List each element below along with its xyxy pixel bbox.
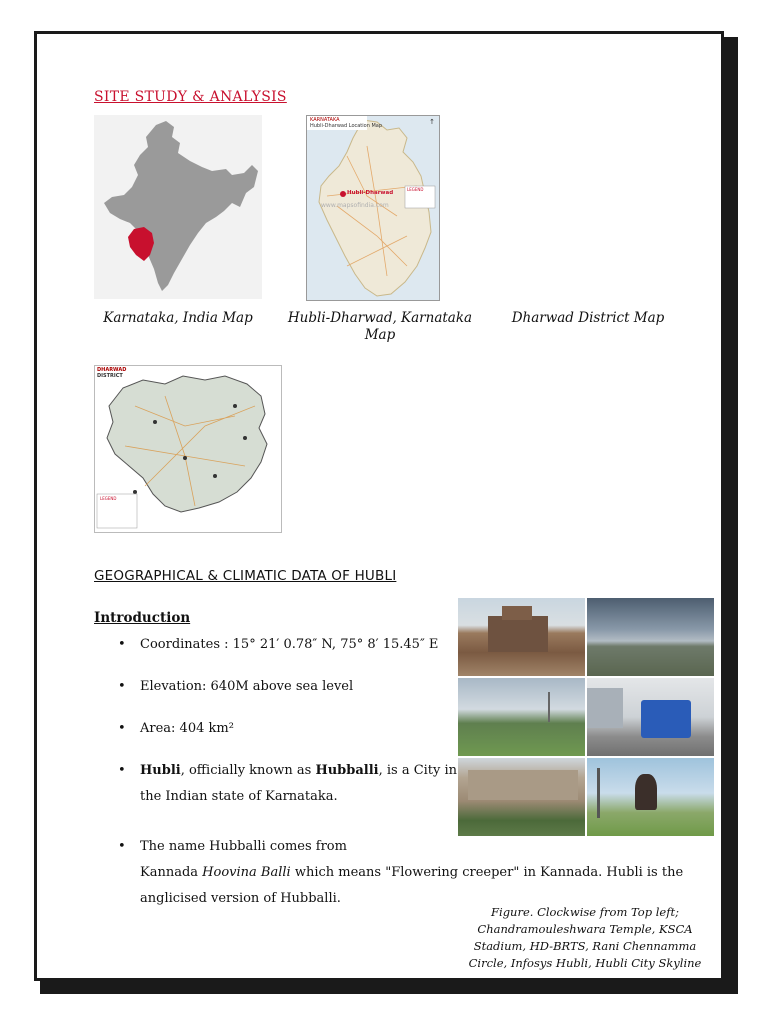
dharwad-map (94, 365, 282, 533)
hubli-bold: Hubli (140, 763, 181, 778)
coordinates-text: Coordinates : 15° 21′ 0.78″ N, 75° 8′ 15.45″ E (140, 637, 439, 652)
stadium-photo (458, 678, 585, 756)
india-map-graphic (94, 115, 262, 299)
india-map (94, 115, 262, 299)
hubli-photo-collage (458, 598, 714, 836)
karnataka-city-label: Hubli-Dharwad (347, 190, 394, 196)
city-skyline-photo (587, 598, 714, 676)
section-title: SITE STUDY & ANALYSIS (94, 89, 287, 105)
bullet-icon: • (118, 637, 126, 652)
hubli-text-3: the Indian state of Karnataka. (140, 789, 338, 804)
name-origin-text-3: which means "Flowering creeper" in Kannada. Hubli is the (290, 865, 684, 880)
map-watermark: www.mapsofindia.com (321, 202, 389, 209)
temple-photo (458, 598, 585, 676)
north-arrow-icon: ↑ (429, 118, 435, 126)
list-item (94, 758, 474, 810)
brts-bus-photo (587, 678, 714, 756)
dharwad-map-caption: Dharwad District Map (511, 310, 665, 326)
hoovina-balli-italic: Hoovina Balli (202, 865, 291, 880)
infosys-photo (458, 758, 585, 836)
list-item (94, 674, 474, 700)
intro-bullet-list (94, 632, 474, 826)
figure-caption-line: Circle, Infosys Hubli, Hubli City Skyline (468, 956, 702, 970)
name-origin-text-4: anglicised version of Hubballi. (140, 891, 341, 906)
karnataka-map-caption: Hubli-Dharwad, Karnataka Map (287, 310, 473, 343)
elevation-text: Elevation: 640M above sea level (140, 679, 354, 694)
hubli-text-1: , officially known as (180, 763, 316, 778)
figure-caption-line: Chandramouleshwara Temple, KSCA (477, 922, 693, 936)
figure-caption (465, 904, 705, 972)
dharwad-legend-title: LEGEND (100, 496, 117, 501)
introduction-heading: Introduction (94, 610, 191, 626)
geo-climate-title: GEOGRAPHICAL & CLIMATIC DATA OF HUBLI (94, 568, 397, 584)
figure-caption-line: Figure. Clockwise from Top left; (491, 905, 679, 919)
hubballi-bold: Hubballi (315, 763, 379, 778)
karnataka-map-header: KARNATAKA Hubli-Dharwad Location Map (310, 117, 383, 129)
area-text: Area: 404 km² (140, 721, 234, 736)
karnataka-map (306, 115, 440, 301)
hubli-text-2: , is a City in (378, 763, 458, 778)
list-item (94, 716, 474, 742)
bullet-icon: • (118, 839, 126, 854)
dharwad-map-graphic (95, 366, 281, 532)
document-page (34, 31, 724, 981)
bullet-icon: • (118, 721, 126, 736)
list-item (94, 632, 474, 658)
dharwad-map-header: DHARWAD DISTRICT (97, 367, 127, 379)
name-origin-text-1: The name Hubballi comes from (140, 839, 347, 854)
name-origin-text-2: Kannada (140, 865, 203, 880)
india-map-caption: Karnataka, India Map (103, 310, 253, 326)
karnataka-legend-title: LEGEND (407, 187, 424, 192)
rani-chennamma-circle-photo (587, 758, 714, 836)
figure-caption-line: Stadium, HD-BRTS, Rani Chennamma (473, 939, 697, 953)
bullet-icon: • (118, 679, 126, 694)
bullet-icon: • (118, 763, 126, 778)
